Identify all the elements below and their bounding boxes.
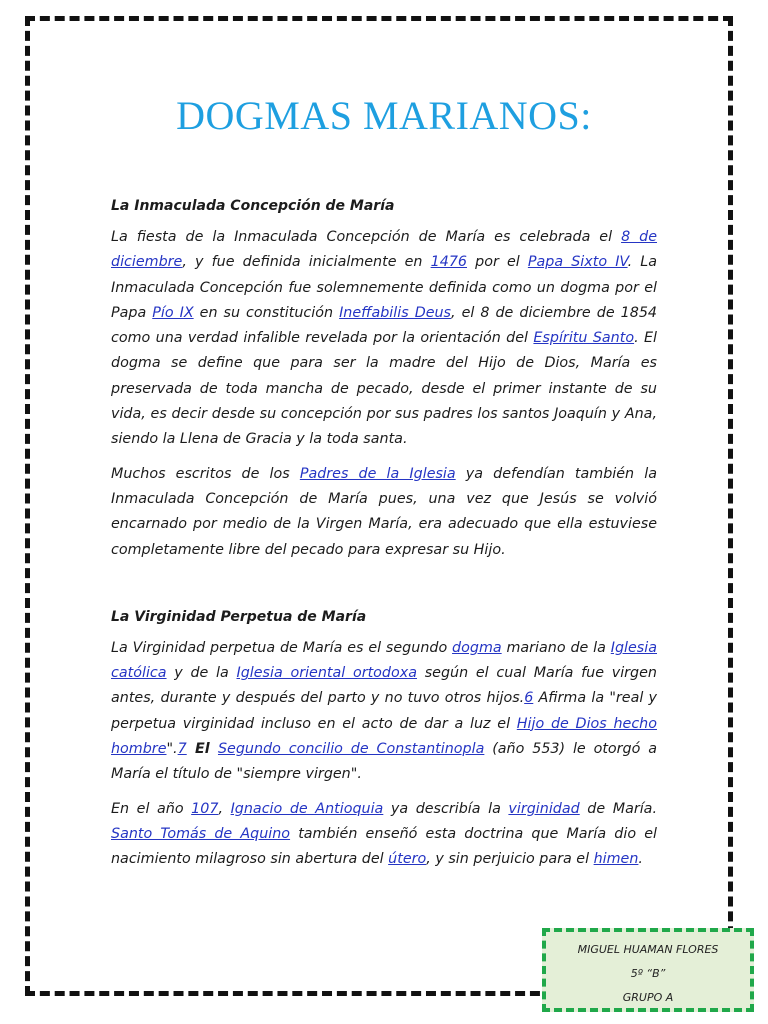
text-segment: también enseñó esta doctrina que María dio el nacimiento milagroso sin abertura del [111, 825, 657, 868]
link-padres-de-la-iglesia[interactable]: Padres de la Iglesia [299, 465, 456, 482]
document-body [111, 196, 657, 882]
author-group: GRUPO A [622, 991, 674, 1004]
text-segment: , y sin perjuicio para el [426, 851, 594, 868]
text-segment: ". [166, 741, 178, 758]
link-espiritu-santo[interactable]: Espíritu Santo [533, 330, 635, 347]
section-heading-inmaculada: La Inmaculada Concepción de María [111, 198, 395, 214]
link-pio-ix[interactable]: Pío IX [152, 304, 194, 321]
text-segment: La fiesta de la Inmaculada Concepción de María es celebrada el [111, 229, 622, 245]
text-segment: En el año [111, 800, 192, 817]
link-papa-sixto-iv[interactable]: Papa Sixto IV [527, 254, 628, 271]
text-segment: El [186, 741, 218, 758]
page-title-text: DOGMAS MARIANOS [176, 93, 581, 138]
text-segment: . [638, 851, 643, 868]
footnote-link-7[interactable]: 7 [177, 741, 187, 758]
text-segment: ya describía la [383, 800, 509, 817]
text-segment: . La Inmaculada Concepción fue solemnemente definida como un dogma por el Papa [111, 254, 657, 321]
text-segment: , [218, 800, 231, 817]
text-segment: ya defendían también la Inmaculada Concepción de María pues, una vez que Jesús se volvió encarnado por medio de la Virgen María, era adecuado que ella estuviese completamente libre del pecado para expresar su Hijo. [111, 465, 657, 558]
page-title [0, 92, 768, 139]
text-segment: (año 553) le otorgó a María el título de "siempre virgen". [111, 741, 657, 783]
link-107[interactable]: 107 [191, 800, 219, 817]
text-segment: por el [467, 254, 528, 271]
section-spacer [111, 572, 657, 607]
text-segment: La Virginidad perpetua de María es el segundo [111, 639, 453, 656]
text-segment: mariano de la [501, 639, 611, 656]
link-utero[interactable]: útero [388, 851, 427, 868]
paragraph-inmaculada-1 [111, 225, 657, 453]
page-title-colon: : [580, 93, 592, 138]
text-segment: de María. [579, 800, 657, 817]
paragraph-virginidad-1 [111, 636, 657, 788]
link-ignacio-de-antioquia[interactable]: Ignacio de Antioquia [230, 800, 384, 817]
text-segment: Muchos escritos de los [111, 465, 300, 482]
link-segundo-concilio-constantinopla[interactable]: Segundo concilio de Constantinopla [217, 741, 485, 758]
text-segment: , el 8 de diciembre de 1854 como una verdad infalible revelada por la orientación del [111, 304, 658, 347]
link-virginidad[interactable]: virginidad [508, 800, 580, 817]
footnote-link-6[interactable]: 6 [524, 690, 534, 707]
text-segment: Afirma la "real y perpetua virginidad incluso en el acto de dar a luz el [111, 690, 657, 732]
link-dogma[interactable]: dogma [452, 639, 502, 656]
link-8-de-diciembre[interactable]: 8 de diciembre [111, 229, 658, 271]
text-segment: y de la [166, 665, 237, 682]
link-1476[interactable]: 1476 [430, 254, 468, 271]
section-heading-virginidad: La Virginidad Perpetua de María [111, 608, 367, 625]
author-grade: 5º “B” [630, 967, 666, 980]
text-segment: . El dogma se define que para ser la madre del Hijo de Dios, María es preservada de toda mancha de pecado, desde el primer instante de su vida, es decir desde su concepción por sus padres los santos Joaquín y Ana, siendo la Llena de Gracia y la toda santa. [111, 330, 657, 448]
link-iglesia-oriental-ortodoxa[interactable]: Iglesia oriental ortodoxa [236, 665, 417, 682]
author-name: MIGUEL HUAMAN FLORES [577, 943, 719, 956]
text-segment: según el cual María fue virgen antes, durante y después del parto y no tuvo otros hijos. [111, 665, 657, 707]
text-segment: , y fue definida inicialmente en [182, 254, 431, 271]
link-iglesia-catolica[interactable]: Iglesia católica [111, 639, 657, 682]
link-santo-tomas-de-aquino[interactable]: Santo Tomás de Aquino [111, 825, 291, 842]
author-signature-box [542, 928, 754, 1012]
paragraph-virginidad-2 [111, 797, 657, 873]
link-himen[interactable]: himen [593, 851, 639, 868]
paragraph-inmaculada-2 [111, 462, 657, 563]
text-segment: en su constitución [193, 304, 340, 321]
link-hijo-de-dios-hecho-hombre[interactable]: Hijo de Dios hecho hombre [111, 715, 657, 758]
link-ineffabilis-deus[interactable]: Ineffabilis Deus [339, 304, 452, 321]
